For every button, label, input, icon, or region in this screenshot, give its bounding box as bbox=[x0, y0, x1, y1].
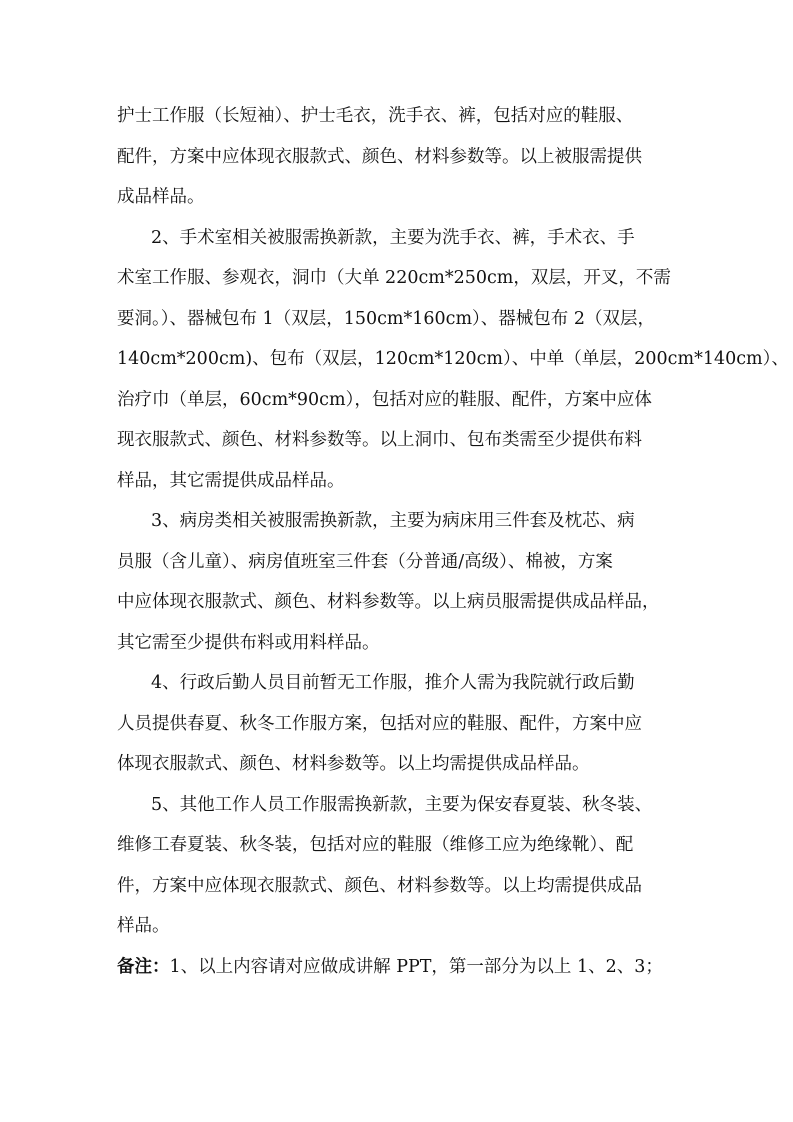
paragraph-2-line-7: 样品，其它需提供成品样品。 bbox=[117, 470, 345, 491]
note-line bbox=[117, 947, 677, 988]
paragraph-2-line-5: 治疗巾（单层，60cm*90cm），包括对应的鞋服、配件，方案中应体 bbox=[117, 389, 652, 410]
paragraph-5-line-1: 5、其他工作人员工作服需换新款，主要为保安春夏装、秋冬装、 bbox=[151, 794, 653, 815]
paragraph-2-line-1: 2、手术室相关被服需换新款，主要为洗手衣、裤，手术衣、手 bbox=[151, 227, 635, 248]
paragraph-1-line-2: 配件，方案中应体现衣服款式、颜色、材料参数等。以上被服需提供 bbox=[117, 146, 642, 167]
paragraph-5-line-3: 件，方案中应体现衣服款式、颜色、材料参数等。以上均需提供成品 bbox=[117, 875, 642, 896]
paragraph-3-line-3: 中应体现衣服款式、颜色、材料参数等。以上病员服需提供成品样品， bbox=[117, 592, 660, 612]
paragraph-2-line-6: 现衣服款式、颜色、材料参数等。以上洞巾、包布类需至少提供布料 bbox=[117, 430, 642, 450]
paragraph-5-line-4: 样品。 bbox=[117, 916, 170, 936]
paragraph-4-line-3: 体现衣服款式、颜色、材料参数等。以上均需提供成品样品。 bbox=[117, 754, 590, 774]
note-text: 1、以上内容请对应做成讲解 PPT，第一部分为以上 1、2、3； bbox=[169, 956, 663, 977]
paragraph-2-line-3: 要洞。）、器械包布 1（双层，150cm*160cm）、器械包布 2（双层， bbox=[117, 308, 655, 329]
note-label: 备注： bbox=[117, 956, 170, 977]
document-body bbox=[117, 96, 789, 987]
paragraph-3-line-2: 员服（含儿童）、病房值班室三件套（分普通/高级）、棉被，方案 bbox=[117, 551, 613, 572]
paragraph-2-line-4: 140cm*200cm)、包布（双层，120cm*120cm）、中单（单层，200cm*140cm）、 bbox=[117, 349, 789, 369]
paragraph-4-line-1: 4、行政后勤人员目前暂无工作服，推介人需为我院就行政后勤 bbox=[151, 673, 635, 693]
paragraph-4-line-2: 人员提供春夏、秋冬工作服方案，包括对应的鞋服、配件，方案中应 bbox=[117, 713, 642, 734]
paragraph-5-line-2: 维修工春夏装、秋冬装，包括对应的鞋服（维修工应为绝缘靴）、配 bbox=[117, 835, 634, 855]
paragraph-1-line-1: 护士工作服（长短袖）、护士毛衣，洗手衣、裤，包括对应的鞋服、 bbox=[117, 106, 634, 126]
paragraph-3-line-4: 其它需至少提供布料或用料样品。 bbox=[117, 632, 380, 653]
paragraph-3-line-1: 3、病房类相关被服需换新款，主要为病床用三件套及枕芯、病 bbox=[151, 511, 635, 531]
paragraph-1-line-3: 成品样品。 bbox=[117, 187, 205, 207]
paragraph-2-line-2: 术室工作服、参观衣，洞巾（大单 220cm*250cm，双层，开叉，不需 bbox=[117, 268, 671, 288]
